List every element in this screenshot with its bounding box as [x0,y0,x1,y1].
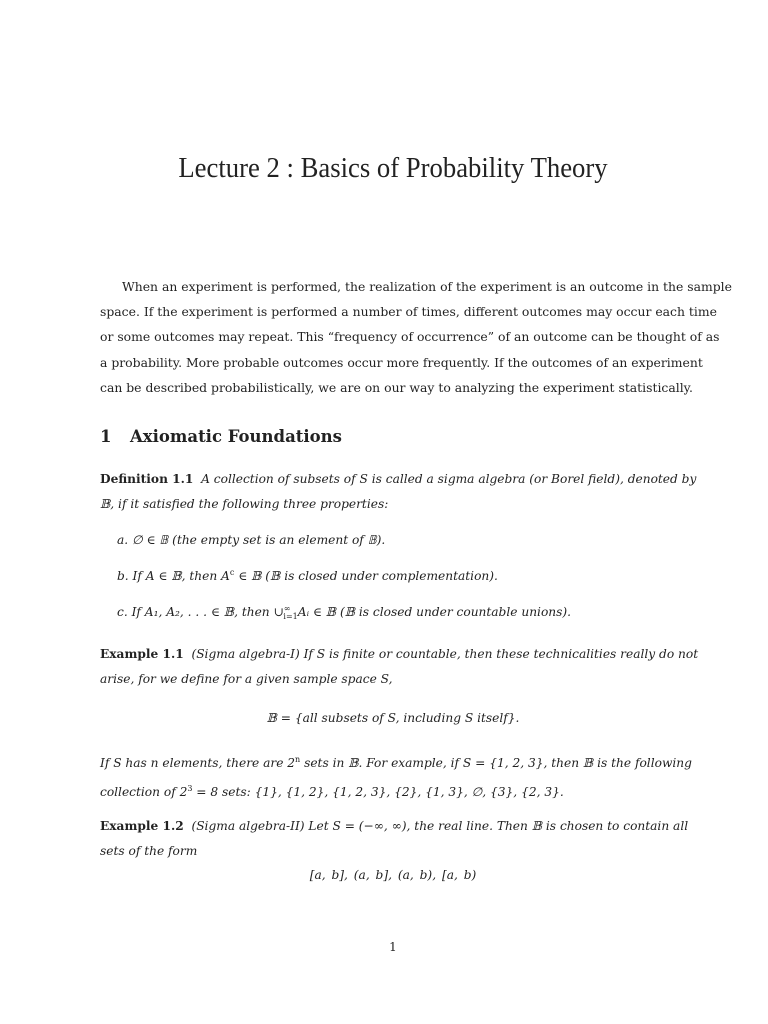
item-c-text: c. If A₁, A₂, . . . ∈ 𝔹, then ∪ [117,605,284,619]
union-subscript: i=1 [283,612,298,621]
example-1-text: sets in 𝔹. For example, if S = {1, 2, 3}, then 𝔹 is the following [300,756,692,770]
example-2-text: sets of the form [100,844,198,858]
example-1-text: arise, for we define for a given sample space S, [100,672,393,686]
example-2-block [100,814,688,864]
intro-line: a probability. More probable outcomes occur more frequently. If the outcomes of an experiment [100,354,703,370]
page-number: 1 [389,940,397,954]
example-1-text: If S has n elements, there are 2 [100,756,296,770]
example-1-text: (Sigma algebra-I) If S is finite or countable, then these technicalities really do not [191,647,699,661]
section-title: Axiomatic Foundations [130,427,342,446]
example-1-continuation [100,747,692,805]
intro-line: can be described probabilistically, we are on our way to analyzing the experiment statistically. [100,379,693,395]
definition-text: A collection of subsets of S is called a sigma algebra (or Borel field), denoted by [201,472,697,486]
definition-text: 𝔹, if it satisfied the following three properties: [100,497,389,511]
example-1-text: = 8 sets: {1}, {1, 2}, {1, 2, 3}, {2}, {1, 3}, ∅, {3}, {2, 3}. [192,785,564,799]
power-superscript: 3 [187,784,193,793]
definition-block [100,467,697,517]
example-1-label: Example 1.1 [100,647,184,661]
definition-item-b [117,568,498,583]
example-1-display-equation: 𝔹 = {all subsets of S, including S itself}. [266,711,520,725]
intro-line: or some outcomes may repeat. This “frequency of occurrence” of an outcome can be thought of as [100,329,720,345]
example-2-label: Example 1.2 [100,819,184,833]
power-superscript: n [295,755,301,764]
item-b-text: ∈ 𝔹 (𝔹 is closed under complementation). [234,569,498,583]
definition-label: Definition 1.1 [100,472,194,486]
section-heading [100,427,342,446]
intro-paragraph [100,274,732,400]
definition-item-c [117,604,571,621]
lecture-title: Lecture 2 : Basics of Probability Theory [178,152,608,184]
example-2-display-equation: [a, b], (a, b], (a, b), [a, b) [309,868,477,882]
example-1-block [100,642,699,692]
intro-line: space. If the experiment is performed a number of times, different outcomes may occur each time [100,304,717,320]
item-b-text: b. If A ∈ 𝔹, then A [117,569,230,583]
section-number: 1 [100,427,112,446]
item-c-text: Aᵢ ∈ 𝔹 (𝔹 is closed under countable unions). [297,605,572,619]
intro-line: When an experiment is performed, the realization of the experiment is an outcome in the sample [122,279,732,294]
complement-superscript: c [229,568,235,577]
union-superscript: ∞ [283,604,291,613]
example-2-text: (Sigma algebra-II) Let S = (−∞, ∞), the real line. Then 𝔹 is chosen to contain all [191,819,689,833]
definition-item-a: a. ∅ ∈ 𝔹 (the empty set is an element of 𝔹). [117,533,386,547]
example-1-text: collection of 2 [100,785,188,799]
